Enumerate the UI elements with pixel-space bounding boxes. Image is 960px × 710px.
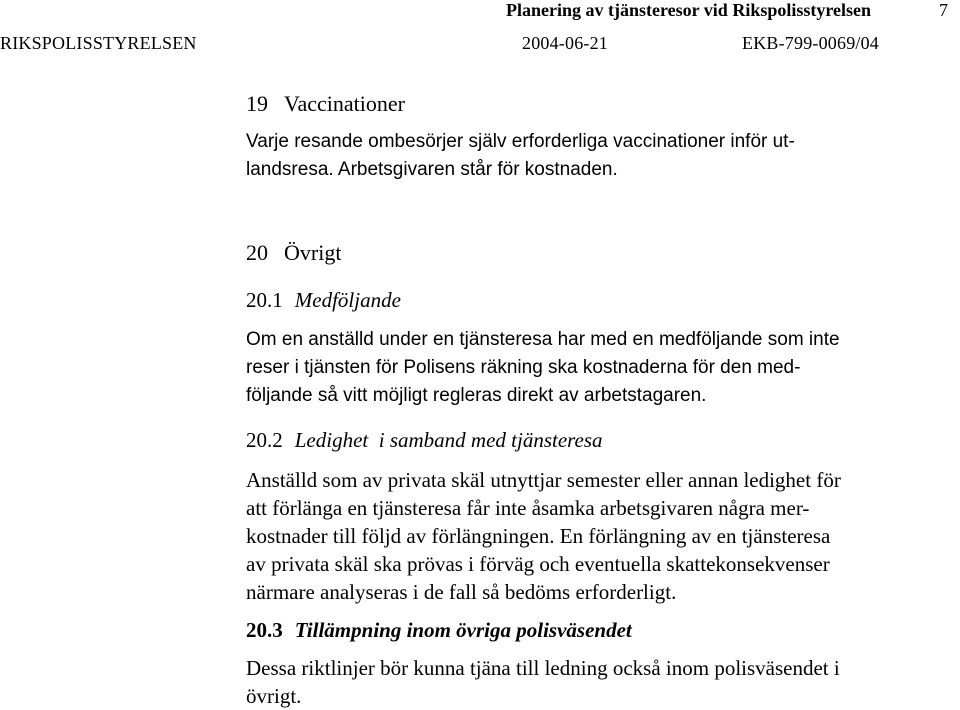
subsection-title: Tillämpning inom övriga polisväsendet (294, 618, 632, 642)
paragraph-line: närmare analyseras i de fall så bedöms erforderligt. (246, 580, 677, 604)
header-organization: RIKSPOLISSTYRELSEN (0, 33, 197, 53)
paragraph-line: Om en anställd under en tjänsteresa har med en medföljande som inte (246, 329, 840, 350)
subsection-title: Ledighet i samband med tjänsteresa (294, 428, 603, 452)
subsection-20-3-paragraph (246, 654, 926, 710)
paragraph-line: Varje resande ombesörjer själv erforderliga vaccinationer inför ut- (246, 131, 795, 152)
subsection-number: 20.1 (246, 288, 283, 312)
paragraph-line: Dessa riktlinjer bör kunna tjäna till ledning också inom polisväsendet i (246, 656, 840, 680)
section-19-heading (246, 91, 926, 117)
header-document-id: EKB-799-0069/04 (742, 33, 879, 53)
subsection-20-2-paragraph (246, 466, 926, 606)
section-title: Vaccinationer (284, 91, 405, 116)
paragraph-line: kostnader till följd av förlängningen. En förlängning av en tjänsteresa (246, 524, 831, 548)
section-title: Övrigt (284, 240, 342, 265)
paragraph-line: följande så vitt möjligt regleras direkt av arbetstagaren. (246, 385, 707, 406)
paragraph-line: landsresa. Arbetsgivaren står för kostnaden. (246, 159, 618, 180)
section-number: 19 (246, 91, 268, 116)
paragraph-line: Anställd som av privata skäl utnyttjar semester eller annan ledighet för (246, 468, 841, 492)
subsection-20-2-heading (246, 428, 926, 453)
running-header-title: Planering av tjänsteresor vid Rikspolisstyrelsen (506, 0, 872, 20)
subsection-20-1-paragraph (246, 326, 926, 410)
subsection-number: 20.2 (246, 428, 283, 452)
section-20-heading (246, 240, 926, 266)
page-number: 7 (939, 0, 948, 20)
paragraph-line: att förlänga en tjänsteresa får inte åsamka arbetsgivaren några mer- (246, 496, 810, 520)
paragraph-line: av privata skäl ska prövas i förväg och eventuella skattekonsekvenser (246, 552, 830, 576)
subsection-20-1-heading (246, 288, 926, 313)
section-19-paragraph (246, 128, 926, 184)
section-number: 20 (246, 240, 268, 265)
header-date: 2004-06-21 (522, 33, 608, 53)
subsection-number: 20.3 (246, 618, 283, 642)
subsection-20-3-heading (246, 618, 926, 643)
subsection-title: Medföljande (294, 288, 401, 312)
paragraph-line: reser i tjänsten för Polisens räkning ska kostnaderna för den med- (246, 357, 801, 378)
paragraph-line: övrigt. (246, 684, 302, 708)
